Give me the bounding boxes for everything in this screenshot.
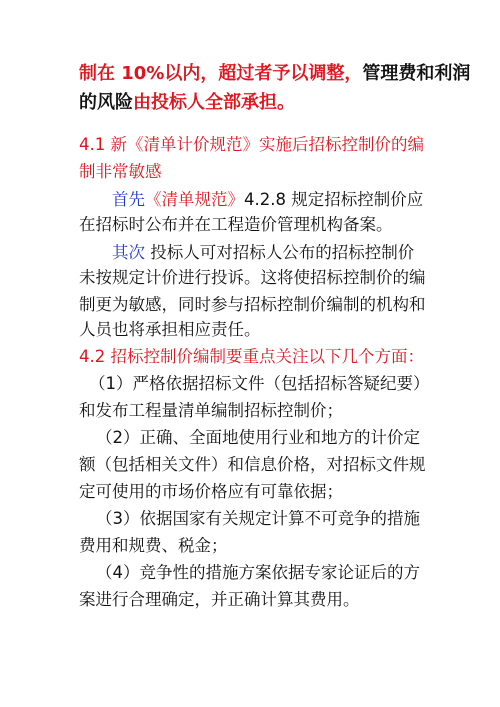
para-1-ref: 《清单规范》: [145, 190, 244, 209]
item-4-line-1: （4）竞争性的措施方案依据专家论证后的方: [96, 563, 420, 582]
intro-line-1: [79, 65, 470, 83]
item-4-line-2: 案进行合理确定，并正确计算其费用。: [79, 590, 360, 609]
intro-red-text-2: 超过者予以调整，: [218, 63, 363, 84]
para-1-lead: 首先: [112, 190, 145, 209]
section-4-1-heading-line-2: 制非常敏感: [79, 162, 162, 181]
intro-black-text-2: 的风险: [79, 92, 133, 113]
para-2-line-2: 未按规定计价进行投诉。这将使招标控制价的编: [79, 268, 426, 287]
para-1-line-2: 在招标时公布并在工程造价管理机构备案。: [79, 215, 393, 234]
item-3-line-1: （3）依据国家有关规定计算不可竞争的措施: [96, 509, 420, 528]
section-4-1-heading-line-1: 4.1 新《清单计价规范》实施后招标控制价的编: [79, 135, 424, 154]
para-1-rest: 4.2.8 规定招标控制价应: [244, 190, 424, 209]
para-2-rest: 投标人可对招标人公布的招标控制价: [145, 243, 415, 262]
para-1-line-1: [112, 192, 423, 209]
para-2-lead: 其次: [112, 243, 145, 262]
intro-black-text-1: 管理费和利润: [362, 63, 471, 84]
para-2-line-3: 制更为敏感，同时参与招标控制价编制的机构和: [79, 295, 426, 314]
item-2-line-3: 定可使用的市场价格应有可靠依据；: [79, 482, 343, 501]
item-1-line-1: （1）严格依据招标文件（包括招标答疑纪要）: [89, 374, 430, 393]
intro-red-text-3: 由投标人全部承担。: [133, 92, 295, 113]
item-2-line-1: （2）正确、全面地使用行业和地方的计价定: [96, 428, 420, 447]
para-2-line-4: 人员也将承担相应责任。: [79, 320, 261, 339]
item-3-line-2: 费用和规费、税金；: [79, 536, 228, 555]
para-2-line-1: [112, 245, 414, 262]
intro-line-2: [79, 94, 295, 112]
item-2-line-2: 额（包括相关文件）和信息价格，对招标文件规: [79, 455, 426, 474]
item-1-line-2: 和发布工程量清单编制招标控制价；: [79, 401, 343, 420]
intro-red-text-1: 制在 10%以内，: [79, 63, 219, 84]
section-4-2-heading: 4.2 招标控制价编制要重点关注以下几个方面：: [79, 347, 424, 366]
